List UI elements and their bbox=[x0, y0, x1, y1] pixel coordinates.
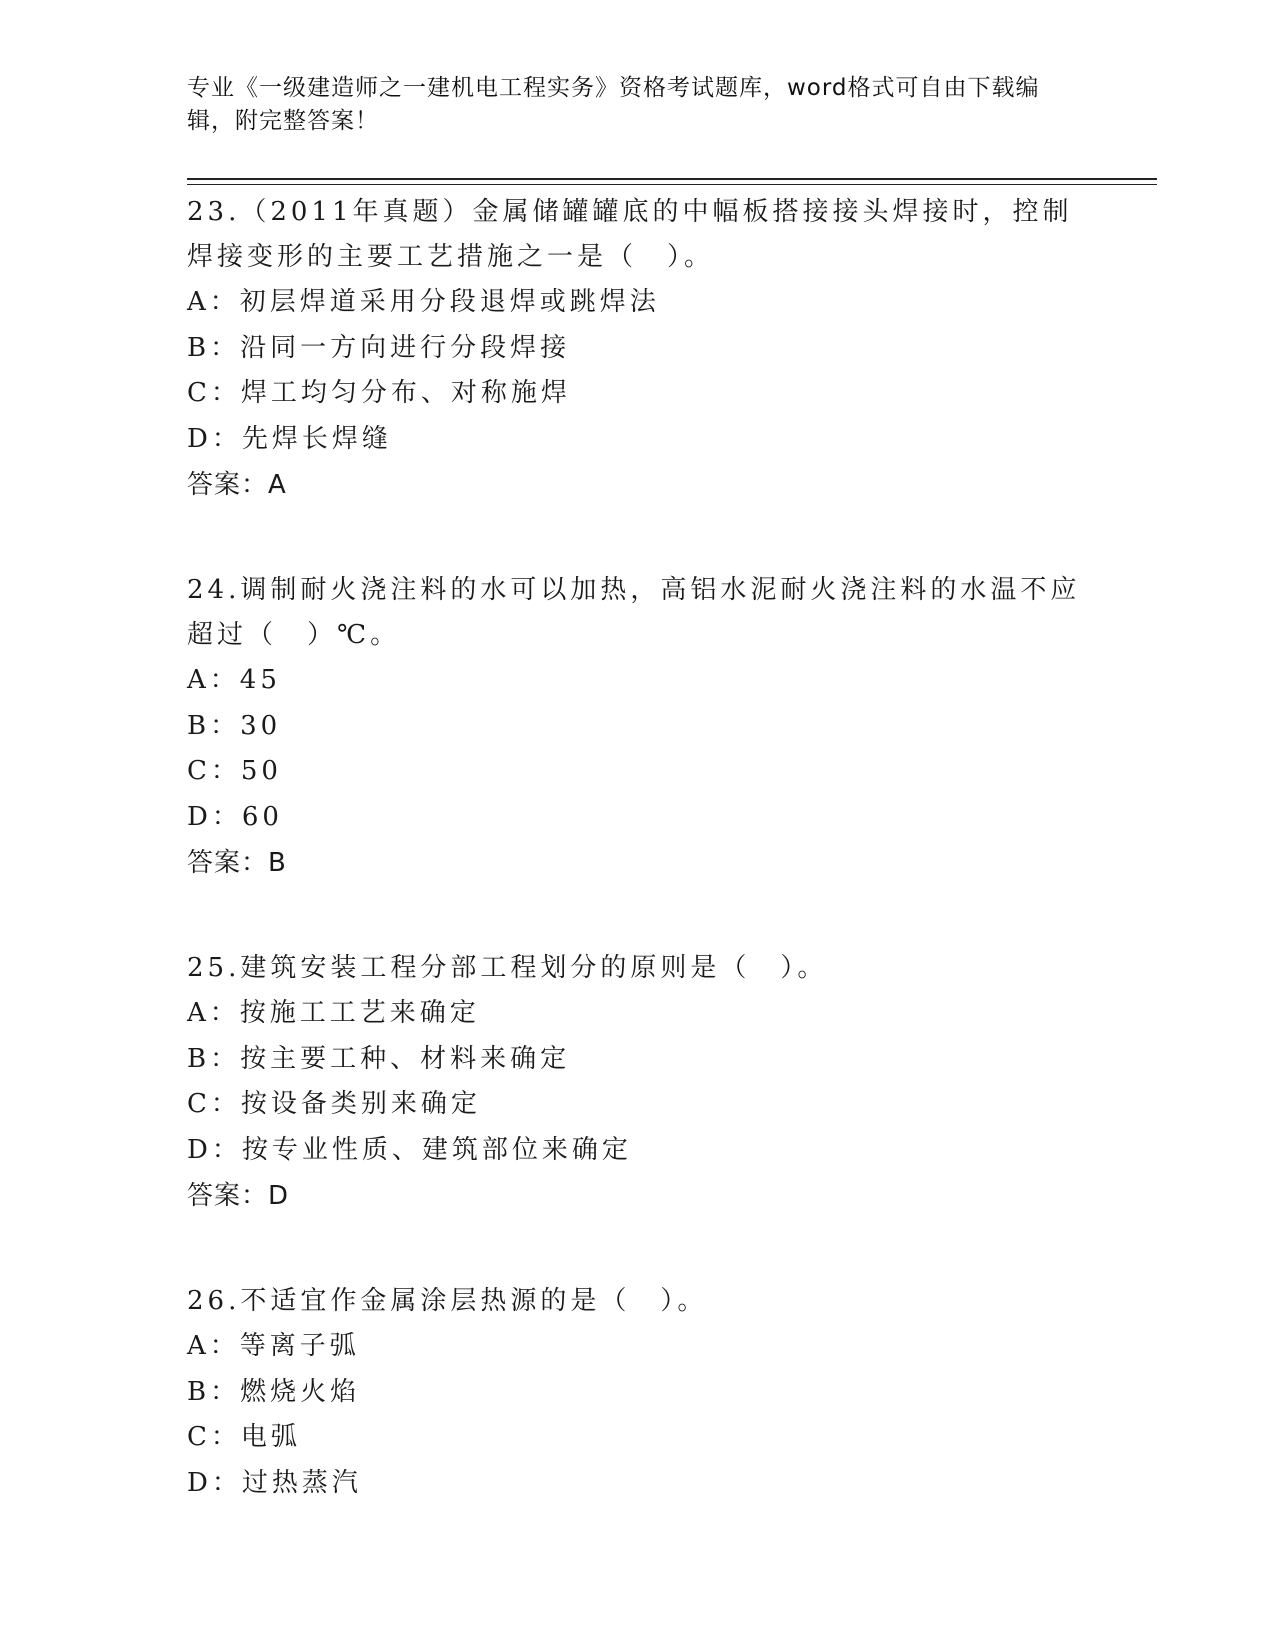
header-line-2: 辑，附完整答案！ bbox=[187, 108, 379, 134]
header-line-1: 专业《一级建造师之一建机电工程实务》资格考试题库，word格式可自由下载编 bbox=[187, 75, 1040, 101]
question-23 bbox=[187, 190, 1087, 508]
question-spacer bbox=[187, 886, 1087, 946]
answer: 答案：B bbox=[187, 848, 287, 878]
option-a: A：按施工工艺来确定 bbox=[187, 998, 480, 1028]
question-25 bbox=[187, 946, 1087, 1219]
option-c: C：电弧 bbox=[187, 1422, 301, 1452]
option-c: C：按设备类别来确定 bbox=[187, 1089, 481, 1119]
option-d: D：先焊长焊缝 bbox=[187, 423, 392, 454]
answer: 答案：A bbox=[187, 470, 287, 500]
question-26 bbox=[187, 1279, 1087, 1506]
option-b: B：按主要工种、材料来确定 bbox=[187, 1043, 571, 1074]
option-b: B：30 bbox=[187, 710, 282, 741]
question-text: 23.（2011年真题）金属储罐罐底的中幅板搭接接头焊接时，控制焊接变形的主要工艺措施之一是（ ）。 bbox=[187, 197, 1073, 272]
question-text: 25.建筑安装工程分部工程划分的原则是（ ）。 bbox=[187, 953, 828, 983]
question-text: 24.调制耐火浇注料的水可以加热，高铝水泥耐火浇注料的水温不应超过（ ）℃。 bbox=[187, 575, 1081, 650]
option-d: D：过热蒸汽 bbox=[187, 1467, 362, 1498]
option-c: C：焊工均匀分布、对称施焊 bbox=[187, 378, 571, 408]
question-24 bbox=[187, 568, 1087, 886]
option-c: C：50 bbox=[187, 756, 282, 786]
document-header bbox=[187, 72, 1087, 138]
header-divider-thick bbox=[187, 178, 1157, 180]
option-d: D：按专业性质、建筑部位来确定 bbox=[187, 1134, 632, 1165]
option-a: A：45 bbox=[187, 665, 281, 695]
question-spacer bbox=[187, 1219, 1087, 1279]
header-divider-thin bbox=[187, 184, 1157, 185]
option-a: A：等离子弧 bbox=[187, 1331, 360, 1361]
option-a: A：初层焊道采用分段退焊或跳焊法 bbox=[187, 287, 660, 317]
answer: 答案：D bbox=[187, 1181, 290, 1211]
question-list bbox=[187, 190, 1087, 1506]
question-text: 26.不适宜作金属涂层热源的是（ ）。 bbox=[187, 1286, 708, 1316]
option-d: D：60 bbox=[187, 801, 283, 832]
question-spacer bbox=[187, 508, 1087, 568]
option-b: B：燃烧火焰 bbox=[187, 1376, 361, 1407]
option-b: B：沿同一方向进行分段焊接 bbox=[187, 332, 571, 363]
